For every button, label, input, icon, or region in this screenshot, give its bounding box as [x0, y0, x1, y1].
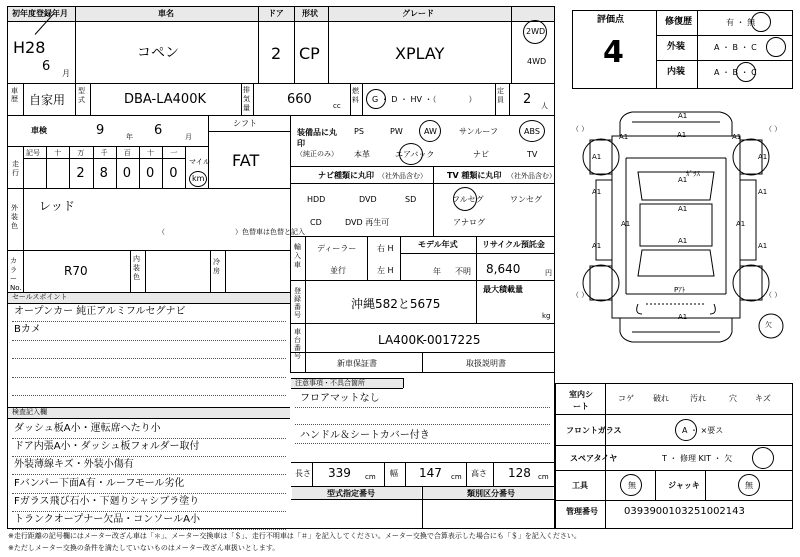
rear-window-outline	[638, 250, 714, 276]
class-no-label: 類別区分番号	[467, 489, 515, 498]
equip-pw: PW	[390, 127, 403, 136]
model-label: 型式	[78, 87, 85, 104]
height-unit: cm	[538, 473, 549, 481]
damage-mark: A1	[592, 153, 602, 161]
damage-mark: A1	[758, 153, 768, 161]
year-header: 初年度登録年月	[12, 9, 68, 18]
car-header: 車名	[158, 9, 174, 18]
shift-value: FAT	[232, 151, 260, 170]
equip-airbag: エアバック	[395, 150, 435, 159]
wheel-paren: （ ）	[572, 125, 589, 133]
mileage-digit: 8	[99, 166, 108, 181]
equip-abs: ABS	[524, 127, 540, 136]
grade-header: グレード	[402, 9, 434, 18]
wheel-paren: （ ）	[765, 125, 782, 133]
damage-mark: A1	[736, 220, 746, 228]
tools-value: 無	[628, 481, 636, 490]
tv-fullseg: フルセグ	[452, 195, 484, 204]
equip-sunroof: サンルーフ	[459, 127, 498, 136]
inspector-label: 検査記入欄	[12, 408, 47, 416]
warranty-manual: 取扱説明書	[466, 359, 506, 368]
tools-circle	[620, 474, 642, 496]
nav-sd: SD	[405, 195, 417, 204]
tv-sub: （社外品含む）	[507, 172, 556, 180]
door-value: 2	[271, 44, 282, 63]
tv-analog: アナログ	[453, 218, 485, 227]
damage-mark: A1	[621, 220, 631, 228]
interior-label: 内装色	[133, 255, 140, 281]
nav-sub: （社外品含む）	[378, 172, 427, 180]
color-no-label: カラーNo.	[10, 257, 22, 292]
wheel-paren: （ ）	[572, 291, 589, 299]
windshield-label: フロントガラス	[566, 426, 622, 435]
sales-line-2: Bカメ	[14, 324, 41, 335]
cabin-opt-dirt: 汚れ	[690, 394, 706, 403]
import-parallel: 並行	[330, 266, 346, 275]
height-value: 128	[508, 466, 531, 480]
footer-line-1: ※走行距離の記号欄にはメーター改ざん車は「＊」、メーター交換車は「＄」、走行不明車は「＃」を記入してください。メーター交換で合算表示した場合にも「＄」を記入ください。	[8, 532, 581, 540]
cabin-opt-tear: 破れ	[653, 394, 669, 403]
mileage-col-header: 十	[54, 149, 62, 157]
mileage-col-header: 記号	[26, 149, 40, 157]
int-grade-circle	[736, 62, 756, 82]
model-year-year: 年	[433, 267, 441, 276]
inspector-line: ドア内張A小・ダッシュ板フォルダー取付	[14, 441, 200, 453]
capacity-label: 定員	[497, 87, 504, 104]
exterior-label: 外装色	[11, 204, 18, 230]
width-unit: cm	[451, 473, 462, 481]
inspector-line: Fバンパー下面A有・ルーフモール劣化	[14, 477, 185, 489]
spare-circle-mark	[752, 447, 774, 469]
damage-mark: A1	[678, 112, 688, 120]
windshield-value: A ・ ×要ス	[682, 426, 724, 435]
mgmt-value: 0393900103251002143	[624, 506, 745, 517]
damage-mark: A1	[677, 131, 687, 139]
mileage-col-header: 十	[147, 149, 154, 157]
shift-label: シフト	[233, 119, 257, 128]
int-grade-label: 内装	[667, 67, 686, 77]
score-value: 4	[603, 35, 624, 70]
damage-mark: A1	[678, 237, 688, 245]
spare-value: T ・ 修理 KIT ・ 欠	[662, 454, 733, 463]
wheel-paren: （ ）	[765, 291, 782, 299]
equip-aw: AW	[424, 127, 437, 136]
tv-oneseg: ワンセグ	[510, 195, 542, 204]
rear-right-wheel	[733, 265, 769, 301]
sales-label: セールスポイント	[12, 293, 68, 301]
tools-label: 工具	[572, 481, 588, 490]
equipment-label: 装備品に丸印	[297, 128, 337, 148]
ext-grade-circle	[766, 37, 786, 57]
reg-value: 沖縄582と5675	[351, 297, 441, 311]
tv-label: TV 種類に丸印	[447, 171, 502, 180]
inspection-month-unit: 月	[185, 133, 192, 141]
equip-nav: ナビ	[473, 150, 489, 159]
mileage-col-header: 百	[123, 149, 131, 157]
equip-tv: TV	[527, 150, 538, 159]
displacement-unit: cc	[333, 102, 341, 110]
import-dealer: ディーラー	[317, 244, 357, 253]
mileage-unit-top: マイル	[189, 158, 210, 166]
inspector-line: トランクオープナー欠品・コンソールA小	[14, 514, 200, 525]
footer-line-2: ※ただしメーター交換の条件を満たしていないものはメーター改ざん車扱いとします。	[8, 544, 280, 552]
damage-mark: ｶﾞﾗｽ	[686, 170, 700, 178]
damage-mark: 欠	[765, 321, 772, 329]
reg-label: 登録番号	[294, 287, 301, 319]
notes-label: 注意事項・不具合箇所	[295, 379, 365, 387]
model-year-unknown: 不明	[455, 267, 471, 276]
windshield-circle	[675, 419, 697, 441]
inspection-month: 6	[154, 123, 163, 138]
import-label: 輸入車	[294, 243, 301, 269]
recycle-unit: 円	[545, 269, 552, 277]
damage-mark: A1	[758, 188, 768, 196]
mileage-col-header: 一	[170, 149, 178, 157]
damage-mark: A1	[678, 205, 688, 213]
import-right: 右 H	[377, 244, 394, 253]
windshield-outline	[638, 172, 714, 200]
width-value: 147	[419, 466, 442, 480]
capacity-unit: 人	[541, 102, 548, 110]
mileage-digit: 0	[169, 166, 178, 181]
model-year-label: モデル年式	[418, 240, 458, 249]
max-load-unit: kg	[542, 312, 551, 320]
ext-grade-value: A ・ B ・ C	[714, 43, 757, 52]
inspector-line: 外装薄線キズ・外装小傷有	[14, 459, 134, 471]
mileage-digit: 0	[122, 166, 132, 181]
year-era: H28	[13, 38, 46, 57]
front-bumper-outline	[620, 112, 732, 136]
int-grade-value: A ・ B ・ C	[714, 68, 757, 77]
inspection-year-unit: 年	[126, 133, 133, 141]
import-left: 左 H	[377, 266, 394, 275]
equipment-sub: （純正のみ）	[296, 150, 338, 158]
fuel-label: 燃料	[352, 87, 359, 104]
year-month-unit: 月	[62, 69, 70, 78]
damage-mark: A1	[678, 313, 688, 321]
length-value: 339	[328, 466, 351, 480]
damage-mark: A1	[732, 133, 742, 141]
displacement-label: 排気量	[243, 86, 250, 112]
nav-dvd: DVD	[359, 195, 377, 204]
equip-leather: 本革	[354, 150, 370, 159]
repair-label: 修復歴	[665, 17, 693, 27]
damage-mark: A1	[592, 188, 602, 196]
drive-4wd: 4WD	[527, 57, 547, 66]
mileage-digit: 2	[76, 166, 85, 181]
equip-ps: PS	[354, 127, 364, 136]
damage-mark: Pｱﾄ	[674, 286, 686, 294]
mgmt-label: 管理番号	[566, 507, 598, 516]
year-month: 6	[42, 59, 51, 74]
spare-label: スペアタイヤ	[570, 454, 618, 463]
nav-cd: CD	[310, 218, 322, 227]
length-label: 長さ	[295, 469, 311, 478]
length-unit: cm	[365, 473, 376, 481]
cabin-opt-hole: 穴	[729, 394, 737, 403]
inspection-label: 車検	[31, 126, 47, 135]
repair-value: 有 ・ 無	[726, 18, 756, 27]
mileage-label: 走行	[12, 160, 19, 177]
nav-dvd-play: DVD 再生可	[345, 218, 390, 227]
rear-left-wheel	[583, 265, 619, 301]
capacity-value: 2	[523, 92, 532, 107]
damage-mark: A1	[678, 176, 688, 184]
chassis-label: 車台番号	[294, 328, 301, 360]
inspector-line: ダッシュ板A小・運転席へたり小	[14, 423, 161, 434]
grade-value: XPLAY	[395, 44, 445, 63]
mileage-col-header: 千	[100, 149, 108, 157]
chassis-value: LA400K-0017225	[378, 333, 481, 347]
model-value: DBA-LA400K	[124, 92, 206, 107]
drive-2wd: 2WD	[526, 27, 546, 36]
car-name: コペン	[137, 45, 179, 61]
exterior-repaint: （ ）色替車は色替と記入	[158, 228, 305, 236]
shape-value: CP	[299, 44, 320, 63]
damage-mark: A1	[619, 133, 629, 141]
score-label: 評価点	[597, 15, 625, 25]
shape-header: 形状	[302, 9, 318, 18]
notes-line-1: フロアマットなし	[300, 393, 380, 404]
jack-label: ジャッキ	[668, 481, 700, 490]
color-no-value: R70	[64, 264, 88, 278]
nav-label: ナビ種類に丸印	[318, 171, 374, 180]
cabin-label: 室内シート	[569, 390, 593, 411]
exterior-value: レッド	[39, 199, 75, 213]
damage-mark: A1	[758, 242, 768, 250]
cabin-opt-burn: コゲ	[618, 394, 634, 403]
height-label: 高さ	[471, 469, 487, 478]
notes-line-3: ハンドル＆シートカバー付き	[300, 430, 430, 441]
nav-hdd: HDD	[307, 195, 326, 204]
jack-value: 無	[745, 481, 753, 490]
mileage-col-header: 万	[77, 149, 85, 157]
fuel-options: G ・ D ・ HV ・（ ）	[372, 95, 477, 104]
cabin-opt-scratch: キズ	[755, 394, 771, 403]
repair-circle	[751, 12, 771, 32]
inspection-year: 9	[96, 123, 105, 138]
damage-mark: A1	[592, 242, 602, 250]
recycle-value: 8,640	[486, 262, 521, 276]
warranty-new: 新車保証書	[337, 359, 377, 368]
mileage-digit: 0	[146, 166, 155, 181]
mileage-unit: km	[192, 174, 205, 183]
ext-grade-label: 外装	[667, 42, 686, 52]
displacement-value: 660	[287, 92, 312, 107]
inspector-line: Fガラス飛び石小・下廻りシャシブラ塗り	[14, 495, 200, 507]
max-load-label: 最大積載量	[483, 285, 523, 294]
door-header: ドア	[268, 9, 284, 18]
model-designation-label: 型式指定番号	[327, 489, 375, 498]
ac-label: 冷房	[213, 258, 220, 275]
jack-circle	[738, 474, 760, 496]
usage-label: 車歴	[11, 87, 18, 103]
recycle-label: リサイクル預託金	[482, 240, 545, 249]
sales-line-1: オープンカー 純正アルミフルセグナビ	[14, 306, 186, 317]
width-label: 幅	[390, 469, 398, 478]
usage-value: 自家用	[29, 93, 66, 107]
